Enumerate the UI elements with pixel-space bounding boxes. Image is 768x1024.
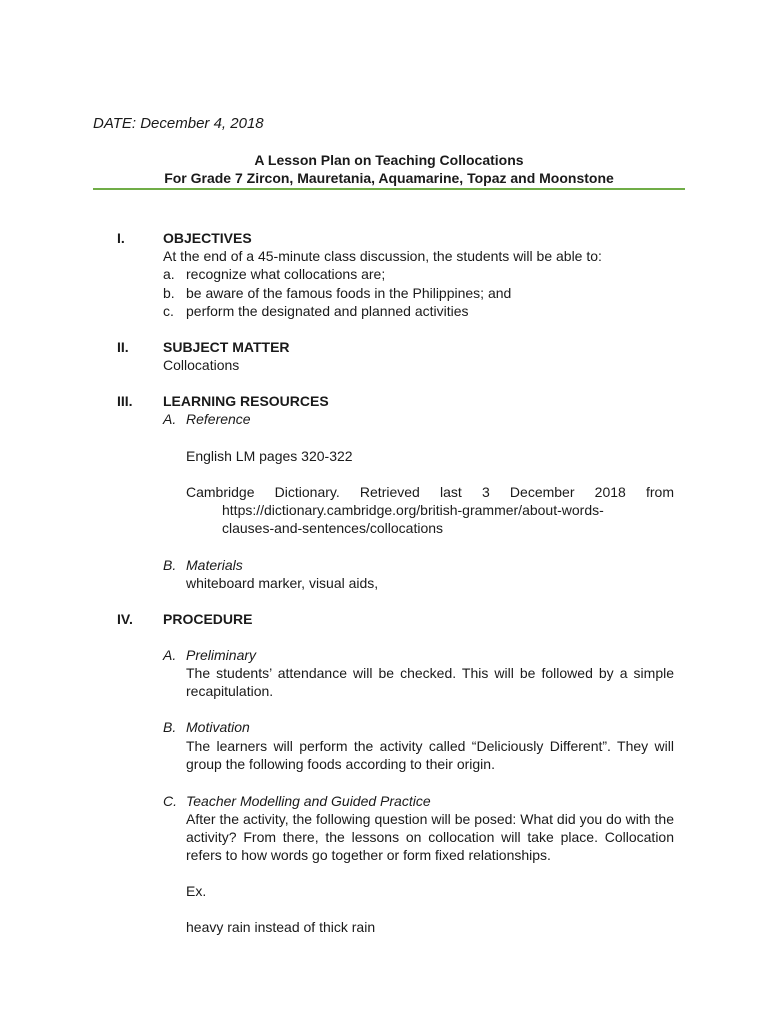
reference-cambridge-url-cont: clauses-and-sentences/collocations (222, 520, 444, 536)
section-number-objectives: I. (117, 230, 125, 246)
section-number-resources: III. (117, 393, 133, 409)
reference-cambridge-line1: Cambridge Dictionary. Retrieved last 3 December 2018 from (186, 484, 674, 500)
objective-item: be aware of the famous foods in the Philippines; and (186, 285, 512, 301)
materials-marker: B. (163, 557, 177, 573)
document-subtitle: For Grade 7 Zircon, Mauretania, Aquamarine, Topaz and Moonstone (164, 170, 614, 186)
example-label: Ex. (186, 883, 207, 899)
reference-english-lm: English LM pages 320-322 (186, 448, 353, 464)
section-number-subject: II. (117, 339, 129, 355)
objective-item: recognize what collocations are; (186, 266, 386, 282)
objectives-intro: At the end of a 45-minute class discussion, the students will be able to: (163, 248, 602, 264)
reference-cambridge-url: https://dictionary.cambridge.org/british-grammer/about-words- (222, 502, 604, 518)
modelling-text: After the activity, the following question will be posed: What did you do with the activity? From there, the lessons on collocation will take place. Collocation refers to how words go together or form fixed relationships. (186, 811, 674, 863)
document-title: A Lesson Plan on Teaching Collocations (254, 152, 524, 168)
motivation-text: The learners will perform the activity called “Deliciously Different”. They will group the following foods according to their origin. (186, 738, 674, 772)
materials-text: whiteboard marker, visual aids, (186, 575, 379, 591)
section-number-procedure: IV. (117, 611, 133, 627)
preliminary-text: The students’ attendance will be checked. This will be followed by a simple recapitulation. (186, 665, 674, 699)
reference-cambridge (186, 483, 674, 537)
section-heading-objectives: OBJECTIVES (163, 230, 252, 246)
example-text: heavy rain instead of thick rain (186, 919, 376, 935)
reference-marker: A. (163, 411, 177, 427)
subject-matter-text: Collocations (163, 357, 240, 373)
section-heading-resources: LEARNING RESOURCES (163, 393, 329, 409)
title-divider (93, 188, 685, 190)
motivation-marker: B. (163, 719, 177, 735)
reference-title: Reference (186, 411, 251, 427)
preliminary-title: Preliminary (186, 647, 257, 663)
modelling-title: Teacher Modelling and Guided Practice (186, 793, 431, 809)
objective-marker: b. (163, 285, 175, 301)
preliminary-marker: A. (163, 647, 177, 663)
modelling-marker: C. (163, 793, 177, 809)
section-heading-procedure: PROCEDURE (163, 611, 253, 627)
materials-title: Materials (186, 557, 243, 573)
lesson-date: DATE: December 4, 2018 (93, 115, 264, 132)
objective-marker: c. (163, 303, 174, 319)
objective-marker: a. (163, 266, 175, 282)
section-heading-subject: SUBJECT MATTER (163, 339, 290, 355)
motivation-title: Motivation (186, 719, 250, 735)
objective-item: perform the designated and planned activities (186, 303, 469, 319)
